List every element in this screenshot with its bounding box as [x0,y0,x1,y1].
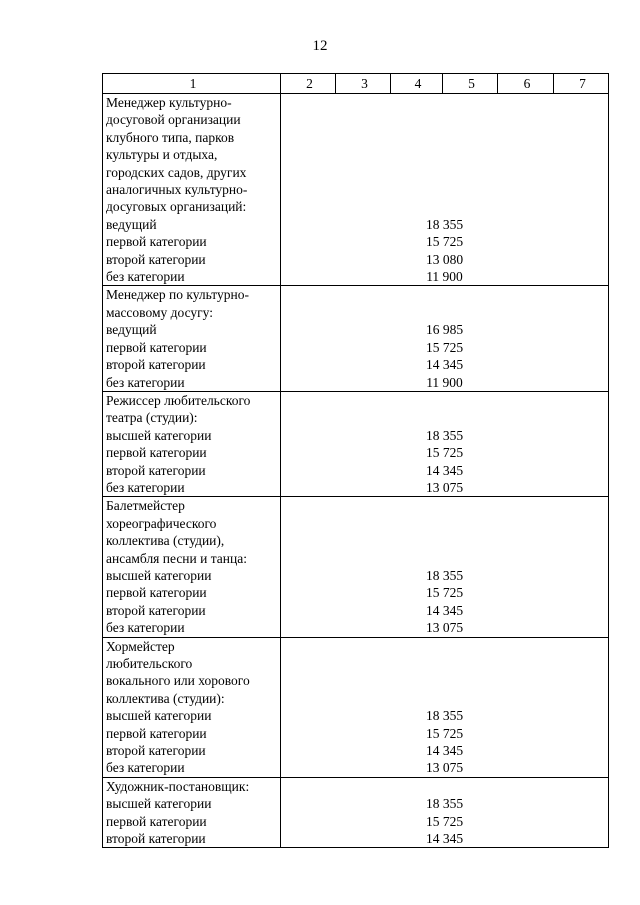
salary-row [103,356,609,373]
category-label: ведущий [103,321,281,338]
empty-value-cell [281,181,609,198]
salary-value: 18 355 [281,216,609,233]
position-title: коллектива (студии), [103,532,281,549]
category-label: без категории [103,268,281,286]
category-label: без категории [103,479,281,497]
salary-row [103,462,609,479]
empty-value-cell [281,655,609,672]
category-label: первой категории [103,725,281,742]
position-title: клубного типа, парков [103,129,281,146]
category-label: высшей категории [103,795,281,812]
salary-row [103,813,609,830]
salary-value: 15 725 [281,725,609,742]
salary-value: 18 355 [281,795,609,812]
salary-row [103,339,609,356]
position-title: досуговой организации [103,111,281,128]
position-title-row [103,181,609,198]
salary-value: 18 355 [281,427,609,444]
position-title: Художник-постановщик: [103,777,281,795]
salary-row [103,479,609,497]
salary-row [103,725,609,742]
salary-row [103,584,609,601]
position-title-row [103,637,609,655]
category-label: первой категории [103,444,281,461]
column-header-5: 5 [443,74,498,94]
empty-value-cell [281,672,609,689]
salary-value: 14 345 [281,742,609,759]
category-label: первой категории [103,339,281,356]
salary-row [103,321,609,338]
salary-value: 11 900 [281,268,609,286]
salary-table [102,73,609,848]
salary-value: 18 355 [281,707,609,724]
column-header-row [103,74,609,94]
category-label: второй категории [103,830,281,848]
page-number: 12 [312,38,328,54]
position-title-row [103,497,609,515]
category-label: без категории [103,759,281,777]
empty-value-cell [281,391,609,409]
position-title-row [103,129,609,146]
position-title: театра (студии): [103,409,281,426]
position-title-row [103,777,609,795]
position-title: Балетмейстер [103,497,281,515]
empty-value-cell [281,286,609,304]
category-label: ведущий [103,216,281,233]
salary-value: 14 345 [281,830,609,848]
empty-value-cell [281,497,609,515]
category-label: без категории [103,619,281,637]
column-header-6: 6 [498,74,554,94]
column-header-3: 3 [336,74,391,94]
position-title-row [103,515,609,532]
category-label: высшей категории [103,427,281,444]
category-label: второй категории [103,356,281,373]
salary-row [103,602,609,619]
category-label: первой категории [103,584,281,601]
position-title-row [103,409,609,426]
salary-value: 13 075 [281,759,609,777]
salary-row [103,619,609,637]
position-title-row [103,146,609,163]
position-title-row [103,111,609,128]
position-title: ансамбля песни и танца: [103,550,281,567]
empty-value-cell [281,409,609,426]
empty-value-cell [281,111,609,128]
salary-value: 15 725 [281,444,609,461]
empty-value-cell [281,164,609,181]
category-label: первой категории [103,233,281,250]
position-title-row [103,164,609,181]
salary-row [103,374,609,392]
salary-row [103,427,609,444]
position-title: вокального или хорового [103,672,281,689]
position-title-row [103,94,609,112]
salary-value: 15 725 [281,339,609,356]
table-body [103,94,609,848]
salary-row [103,759,609,777]
salary-value: 15 725 [281,233,609,250]
salary-row [103,707,609,724]
salary-row [103,567,609,584]
salary-row [103,830,609,848]
category-label: первой категории [103,813,281,830]
empty-value-cell [281,690,609,707]
position-title: Менеджер культурно- [103,94,281,112]
position-title-row [103,672,609,689]
position-title-row [103,532,609,549]
position-title: городских садов, других [103,164,281,181]
empty-value-cell [281,777,609,795]
salary-value: 16 985 [281,321,609,338]
category-label: второй категории [103,602,281,619]
position-title: Режиссер любительского [103,391,281,409]
empty-value-cell [281,550,609,567]
empty-value-cell [281,198,609,215]
category-label: без категории [103,374,281,392]
salary-value: 18 355 [281,567,609,584]
column-header-7: 7 [554,74,609,94]
position-title: Менеджер по культурно- [103,286,281,304]
position-title-row [103,286,609,304]
salary-value: 14 345 [281,462,609,479]
column-header-1: 1 [103,74,281,94]
column-header-2: 2 [281,74,336,94]
empty-value-cell [281,515,609,532]
salary-row [103,444,609,461]
position-title: аналогичных культурно- [103,181,281,198]
position-title-row [103,655,609,672]
category-label: второй категории [103,462,281,479]
position-title-row [103,304,609,321]
category-label: высшей категории [103,567,281,584]
salary-row [103,233,609,250]
position-title: культуры и отдыха, [103,146,281,163]
salary-value: 11 900 [281,374,609,392]
salary-value: 14 345 [281,602,609,619]
salary-value: 13 075 [281,619,609,637]
column-header-4: 4 [391,74,443,94]
category-label: второй категории [103,251,281,268]
salary-value: 15 725 [281,584,609,601]
position-title: массовому досугу: [103,304,281,321]
position-title: Хормейстер [103,637,281,655]
salary-value: 13 075 [281,479,609,497]
position-title: досуговых организаций: [103,198,281,215]
empty-value-cell [281,532,609,549]
position-title: коллектива (студии): [103,690,281,707]
position-title-row [103,391,609,409]
salary-row [103,216,609,233]
category-label: высшей категории [103,707,281,724]
empty-value-cell [281,94,609,112]
position-title-row [103,690,609,707]
salary-value: 15 725 [281,813,609,830]
position-title: любительского [103,655,281,672]
category-label: второй категории [103,742,281,759]
position-title-row [103,550,609,567]
empty-value-cell [281,146,609,163]
salary-row [103,742,609,759]
empty-value-cell [281,637,609,655]
empty-value-cell [281,304,609,321]
salary-value: 14 345 [281,356,609,373]
salary-row [103,795,609,812]
salary-row [103,268,609,286]
salary-value: 13 080 [281,251,609,268]
salary-row [103,251,609,268]
position-title: хореографического [103,515,281,532]
position-title-row [103,198,609,215]
empty-value-cell [281,129,609,146]
